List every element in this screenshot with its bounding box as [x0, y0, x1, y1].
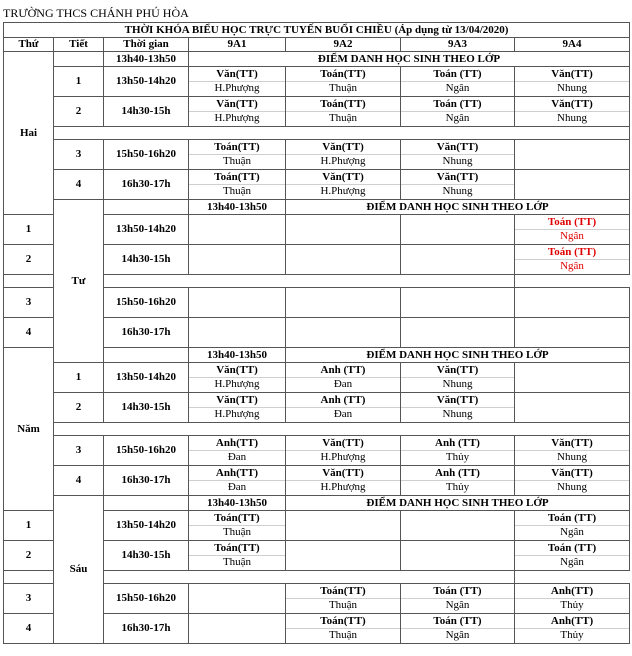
period-blank: [104, 348, 189, 363]
period-number: 2: [4, 245, 54, 275]
lesson-row: [4, 97, 630, 127]
lesson-cell: [189, 215, 286, 245]
roll-call-text: ĐIỂM DANH HỌC SINH THEO LỚP: [286, 496, 630, 511]
lesson-cell: [515, 67, 630, 97]
teacher: Nhung: [401, 184, 514, 198]
subject: Anh(TT): [215, 467, 259, 479]
period-number: 1: [54, 363, 104, 393]
subject: Văn(TT): [216, 364, 258, 376]
subject: Toán(TT): [320, 615, 366, 627]
teacher: Thuận: [286, 111, 400, 125]
subject: Toán(TT): [320, 68, 366, 80]
lesson-cell: [515, 436, 630, 466]
teacher: H.Phượng: [286, 450, 400, 464]
subject: Anh(TT): [550, 585, 594, 597]
roll-call-time: 13h40-13h50: [189, 200, 286, 215]
day-mon: Hai: [4, 52, 54, 215]
lesson-cell: [286, 245, 401, 275]
period-number: 3: [54, 436, 104, 466]
break-cell: [54, 423, 630, 436]
subject: Văn(TT): [322, 467, 364, 479]
period-blank: [54, 52, 104, 67]
teacher: H.Phượng: [286, 480, 400, 494]
subject: Văn(TT): [322, 141, 364, 153]
period-number: 2: [54, 393, 104, 423]
lesson-cell: [286, 318, 401, 348]
lesson-cell: [286, 614, 401, 644]
header-time: Thời gian: [104, 38, 189, 52]
lesson-cell: [189, 584, 286, 614]
lesson-cell: [286, 436, 401, 466]
lesson-cell: [286, 97, 401, 127]
lesson-cell: [189, 170, 286, 200]
teacher: Thuận: [189, 525, 285, 539]
subject: Toán (TT): [433, 585, 482, 597]
lesson-cell: [189, 511, 286, 541]
teacher: Ngân: [401, 81, 514, 95]
lesson-cell: [286, 393, 401, 423]
lesson-cell: [401, 614, 515, 644]
time-slot: 13h50-14h20: [104, 215, 189, 245]
teacher: Thủy: [515, 598, 629, 612]
time-slot: 16h30-17h: [104, 170, 189, 200]
lesson-row: [4, 466, 630, 496]
time-slot: 16h30-17h: [104, 318, 189, 348]
subject: Văn(TT): [551, 437, 593, 449]
lesson-cell: [401, 318, 515, 348]
day-wed: Tư: [54, 200, 104, 363]
lesson-cell: [286, 215, 401, 245]
lesson-cell: [189, 67, 286, 97]
lesson-cell: [189, 288, 286, 318]
subject: Toán(TT): [320, 98, 366, 110]
time-slot: 13h50-14h20: [104, 67, 189, 97]
day-fri: Sáu: [54, 496, 104, 644]
lesson-row: [4, 363, 630, 393]
subject: Văn(TT): [216, 394, 258, 406]
lesson-cell: [515, 245, 630, 275]
lesson-cell: [401, 215, 515, 245]
teacher: H.Phượng: [189, 81, 285, 95]
time-slot: 14h30-15h: [104, 393, 189, 423]
subject: Anh (TT): [320, 364, 366, 376]
teacher: Ngân: [515, 259, 629, 273]
lesson-cell: [401, 541, 515, 571]
teacher: Thuận: [189, 555, 285, 569]
teacher: Thủy: [401, 480, 514, 494]
lesson-cell: [189, 363, 286, 393]
header-period: Tiết: [54, 38, 104, 52]
subject: Văn(TT): [216, 98, 258, 110]
period-number: 1: [4, 511, 54, 541]
subject: Văn(TT): [436, 394, 479, 406]
lesson-cell: [401, 140, 515, 170]
break-row: [4, 571, 630, 584]
break-row: [4, 127, 630, 140]
roll-call-time: 13h40-13h50: [189, 348, 286, 363]
subject: Văn(TT): [322, 171, 364, 183]
subject: Toán (TT): [433, 68, 482, 80]
subject: Toán(TT): [320, 585, 366, 597]
lesson-row: [4, 67, 630, 97]
lesson-cell: [515, 97, 630, 127]
lesson-cell: [286, 170, 401, 200]
roll-call-time: 13h40-13h50: [189, 496, 286, 511]
subject: Toán (TT): [433, 615, 482, 627]
subject: Anh (TT): [435, 437, 480, 449]
lesson-cell: [515, 466, 630, 496]
teacher: Đan: [286, 407, 400, 421]
timetable-title: THỜI KHÓA BIỂU HỌC TRỰC TUYẾN BUỔI CHIỀU (Áp dụng từ 13/04/2020): [4, 23, 630, 38]
subject: Văn(TT): [551, 467, 593, 479]
break-row: [4, 423, 630, 436]
time-slot: 16h30-17h: [104, 466, 189, 496]
subject: Văn(TT): [216, 68, 258, 80]
lesson-cell: [286, 584, 401, 614]
lesson-cell: [401, 245, 515, 275]
subject: Anh (TT): [435, 467, 480, 479]
subject: Văn(TT): [436, 171, 479, 183]
header-class-9a3: 9A3: [401, 38, 515, 52]
period-number: 3: [4, 584, 54, 614]
lesson-cell: [515, 170, 630, 200]
school-name: TRƯỜNG THCS CHÁNH PHÚ HÒA: [3, 6, 189, 20]
lesson-cell: [286, 67, 401, 97]
subject: Văn(TT): [551, 98, 593, 110]
period-number: 2: [4, 541, 54, 571]
teacher: Ngân: [515, 555, 629, 569]
subject: Văn(TT): [322, 437, 364, 449]
lesson-cell: [401, 393, 515, 423]
teacher: Ngân: [401, 598, 514, 612]
lesson-cell: [189, 140, 286, 170]
break-row: [4, 275, 630, 288]
teacher: Nhung: [401, 377, 514, 391]
roll-call-time: 13h40-13h50: [104, 52, 189, 67]
teacher: Nhung: [401, 154, 514, 168]
teacher: Nhung: [515, 450, 629, 464]
time-slot: 13h50-14h20: [104, 511, 189, 541]
period-number: 1: [4, 215, 54, 245]
roll-call-text: ĐIỂM DANH HỌC SINH THEO LỚP: [189, 52, 630, 67]
time-slot: 14h30-15h: [104, 97, 189, 127]
subject: Anh(TT): [550, 615, 594, 627]
teacher: Thuận: [286, 81, 400, 95]
day-thu: Năm: [4, 348, 54, 511]
lesson-cell: [401, 170, 515, 200]
subject: Toán (TT): [547, 542, 597, 554]
teacher: Nhung: [515, 81, 629, 95]
lesson-cell: [189, 614, 286, 644]
lesson-row: [4, 436, 630, 466]
time-slot: 13h50-14h20: [104, 363, 189, 393]
teacher: Thuận: [286, 628, 400, 642]
roll-call-text: ĐIỂM DANH HỌC SINH THEO LỚP: [286, 348, 630, 363]
lesson-cell: [286, 363, 401, 393]
time-slot: 14h30-15h: [104, 541, 189, 571]
teacher: Nhung: [515, 111, 629, 125]
lesson-row: [4, 393, 630, 423]
subject: Anh (TT): [320, 394, 366, 406]
lesson-cell: [401, 511, 515, 541]
teacher: H.Phượng: [189, 377, 285, 391]
teacher: Nhung: [401, 407, 514, 421]
period-number: 2: [54, 97, 104, 127]
lesson-cell: [401, 584, 515, 614]
period-number: 1: [54, 67, 104, 97]
subject: Văn(TT): [436, 141, 479, 153]
lesson-cell: [515, 318, 630, 348]
teacher: Thuận: [189, 184, 285, 198]
period-blank: [104, 200, 189, 215]
period-number: 4: [54, 170, 104, 200]
subject: Toán (TT): [547, 216, 597, 228]
lesson-row: [4, 140, 630, 170]
lesson-cell: [286, 466, 401, 496]
subject: Toán(TT): [214, 141, 260, 153]
teacher: Thuận: [189, 154, 285, 168]
time-slot: 15h50-16h20: [104, 140, 189, 170]
roll-call-row: [4, 200, 630, 215]
period-number: 3: [54, 140, 104, 170]
break-cell: [54, 127, 630, 140]
teacher: Đan: [189, 480, 285, 494]
lesson-cell: [515, 541, 630, 571]
period-number: 4: [4, 614, 54, 644]
lesson-cell: [189, 393, 286, 423]
lesson-cell: [286, 288, 401, 318]
subject: Toán (TT): [433, 98, 482, 110]
teacher: Ngân: [515, 229, 629, 243]
teacher: Nhung: [515, 480, 629, 494]
subject: Toán(TT): [214, 512, 260, 524]
period-number: 4: [54, 466, 104, 496]
lesson-cell: [189, 245, 286, 275]
header-class-9a2: 9A2: [286, 38, 401, 52]
teacher: H.Phượng: [286, 184, 400, 198]
teacher: Thủy: [515, 628, 629, 642]
lesson-cell: [189, 97, 286, 127]
time-slot: 15h50-16h20: [104, 436, 189, 466]
lesson-cell: [189, 541, 286, 571]
header-class-9a1: 9A1: [189, 38, 286, 52]
teacher: Ngân: [401, 111, 514, 125]
lesson-cell: [189, 466, 286, 496]
time-slot: 16h30-17h: [104, 614, 189, 644]
lesson-cell: [401, 67, 515, 97]
teacher: H.Phượng: [189, 111, 285, 125]
lesson-cell: [286, 541, 401, 571]
lesson-cell: [401, 436, 515, 466]
lesson-cell: [515, 614, 630, 644]
lesson-cell: [515, 140, 630, 170]
teacher: Đan: [286, 377, 400, 391]
lesson-row: [4, 170, 630, 200]
roll-call-row: [4, 52, 630, 67]
lesson-cell: [286, 140, 401, 170]
teacher: Ngân: [401, 628, 514, 642]
subject: Anh(TT): [215, 437, 259, 449]
lesson-cell: [189, 318, 286, 348]
teacher: H.Phượng: [189, 407, 285, 421]
roll-call-text: ĐIỂM DANH HỌC SINH THEO LỚP: [286, 200, 630, 215]
timetable: [3, 22, 630, 644]
period-number: 3: [4, 288, 54, 318]
lesson-cell: [515, 288, 630, 318]
lesson-cell: [401, 288, 515, 318]
teacher: Đan: [189, 450, 285, 464]
teacher: Thuận: [286, 598, 400, 612]
roll-call-row: [4, 496, 630, 511]
header-class-9a4: 9A4: [515, 38, 630, 52]
lesson-cell: [515, 363, 630, 393]
subject: Văn(TT): [551, 68, 593, 80]
header-day: Thứ: [4, 38, 54, 52]
lesson-cell: [189, 436, 286, 466]
subject: Toán (TT): [547, 246, 597, 258]
subject: Toán(TT): [214, 171, 260, 183]
time-slot: 14h30-15h: [104, 245, 189, 275]
lesson-cell: [401, 466, 515, 496]
teacher: Thủy: [401, 450, 514, 464]
teacher: Ngân: [515, 525, 629, 539]
teacher: H.Phượng: [286, 154, 400, 168]
subject: Toán(TT): [214, 542, 260, 554]
lesson-cell: [515, 584, 630, 614]
subject: Toán (TT): [547, 512, 597, 524]
lesson-cell: [401, 97, 515, 127]
lesson-cell: [401, 363, 515, 393]
lesson-cell: [515, 511, 630, 541]
header-row: [4, 38, 630, 52]
subject: Văn(TT): [436, 364, 479, 376]
lesson-cell: [286, 511, 401, 541]
period-number: 4: [4, 318, 54, 348]
lesson-cell: [515, 215, 630, 245]
time-slot: 15h50-16h20: [104, 584, 189, 614]
period-blank: [104, 496, 189, 511]
lesson-cell: [515, 393, 630, 423]
time-slot: 15h50-16h20: [104, 288, 189, 318]
